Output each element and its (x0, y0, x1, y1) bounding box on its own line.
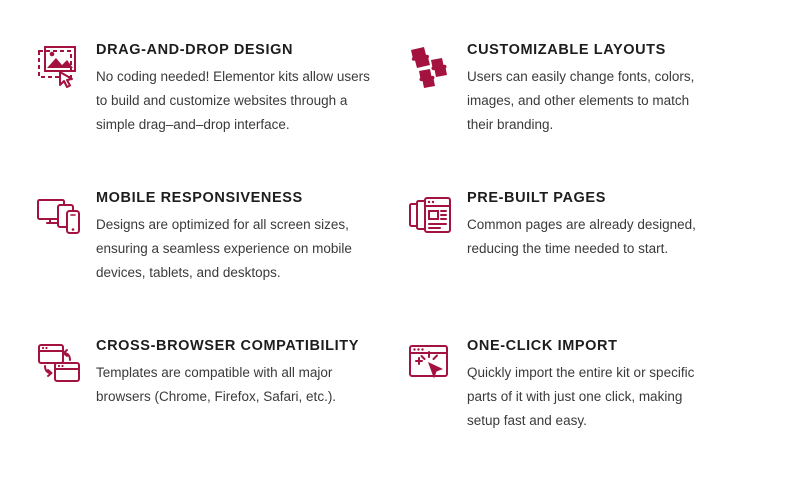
feature-item (36, 332, 385, 480)
feature-title: ONE-CLICK IMPORT (467, 338, 618, 354)
feature-title: MOBILE RESPONSIVENESS (96, 190, 303, 206)
feature-text: Quickly import the entire kit or specific parts of it with just one click, making setup fast and easy. (467, 365, 695, 428)
feature-title: DRAG-AND-DROP DESIGN (96, 42, 294, 58)
feature-text: No coding needed! Elementor kits allow users to build and customize websites through a simple drag–and–drop interface. (96, 69, 370, 132)
cross-browser-icon (36, 340, 82, 386)
feature-body (96, 42, 385, 136)
feature-item (36, 36, 385, 184)
feature-item (407, 184, 756, 332)
puzzle-pieces-icon (407, 44, 453, 90)
feature-item (36, 184, 385, 332)
feature-body (96, 338, 385, 409)
stacked-pages-icon (407, 192, 453, 238)
feature-body (467, 190, 756, 261)
feature-title: CROSS-BROWSER COMPATIBILITY (96, 338, 359, 354)
feature-text: Users can easily change fonts, colors, images, and other elements to match their branding. (467, 69, 695, 132)
devices-responsive-icon (36, 192, 82, 238)
feature-item (407, 36, 756, 184)
feature-body (467, 42, 756, 136)
feature-body (467, 338, 756, 432)
feature-text: Templates are compatible with all major browsers (Chrome, Firefox, Safari, etc.). (96, 365, 337, 405)
feature-text: Common pages are already designed, reducing the time needed to start. (467, 217, 696, 257)
feature-title: PRE-BUILT PAGES (467, 190, 606, 206)
feature-body (96, 190, 385, 284)
feature-text: Designs are optimized for all screen sizes, ensuring a seamless experience on mobile devices, tablets, and desktops. (96, 217, 352, 280)
drag-and-drop-icon (36, 44, 82, 90)
one-click-import-icon (407, 340, 453, 386)
feature-title: CUSTOMIZABLE LAYOUTS (467, 42, 666, 58)
feature-item (407, 332, 756, 480)
